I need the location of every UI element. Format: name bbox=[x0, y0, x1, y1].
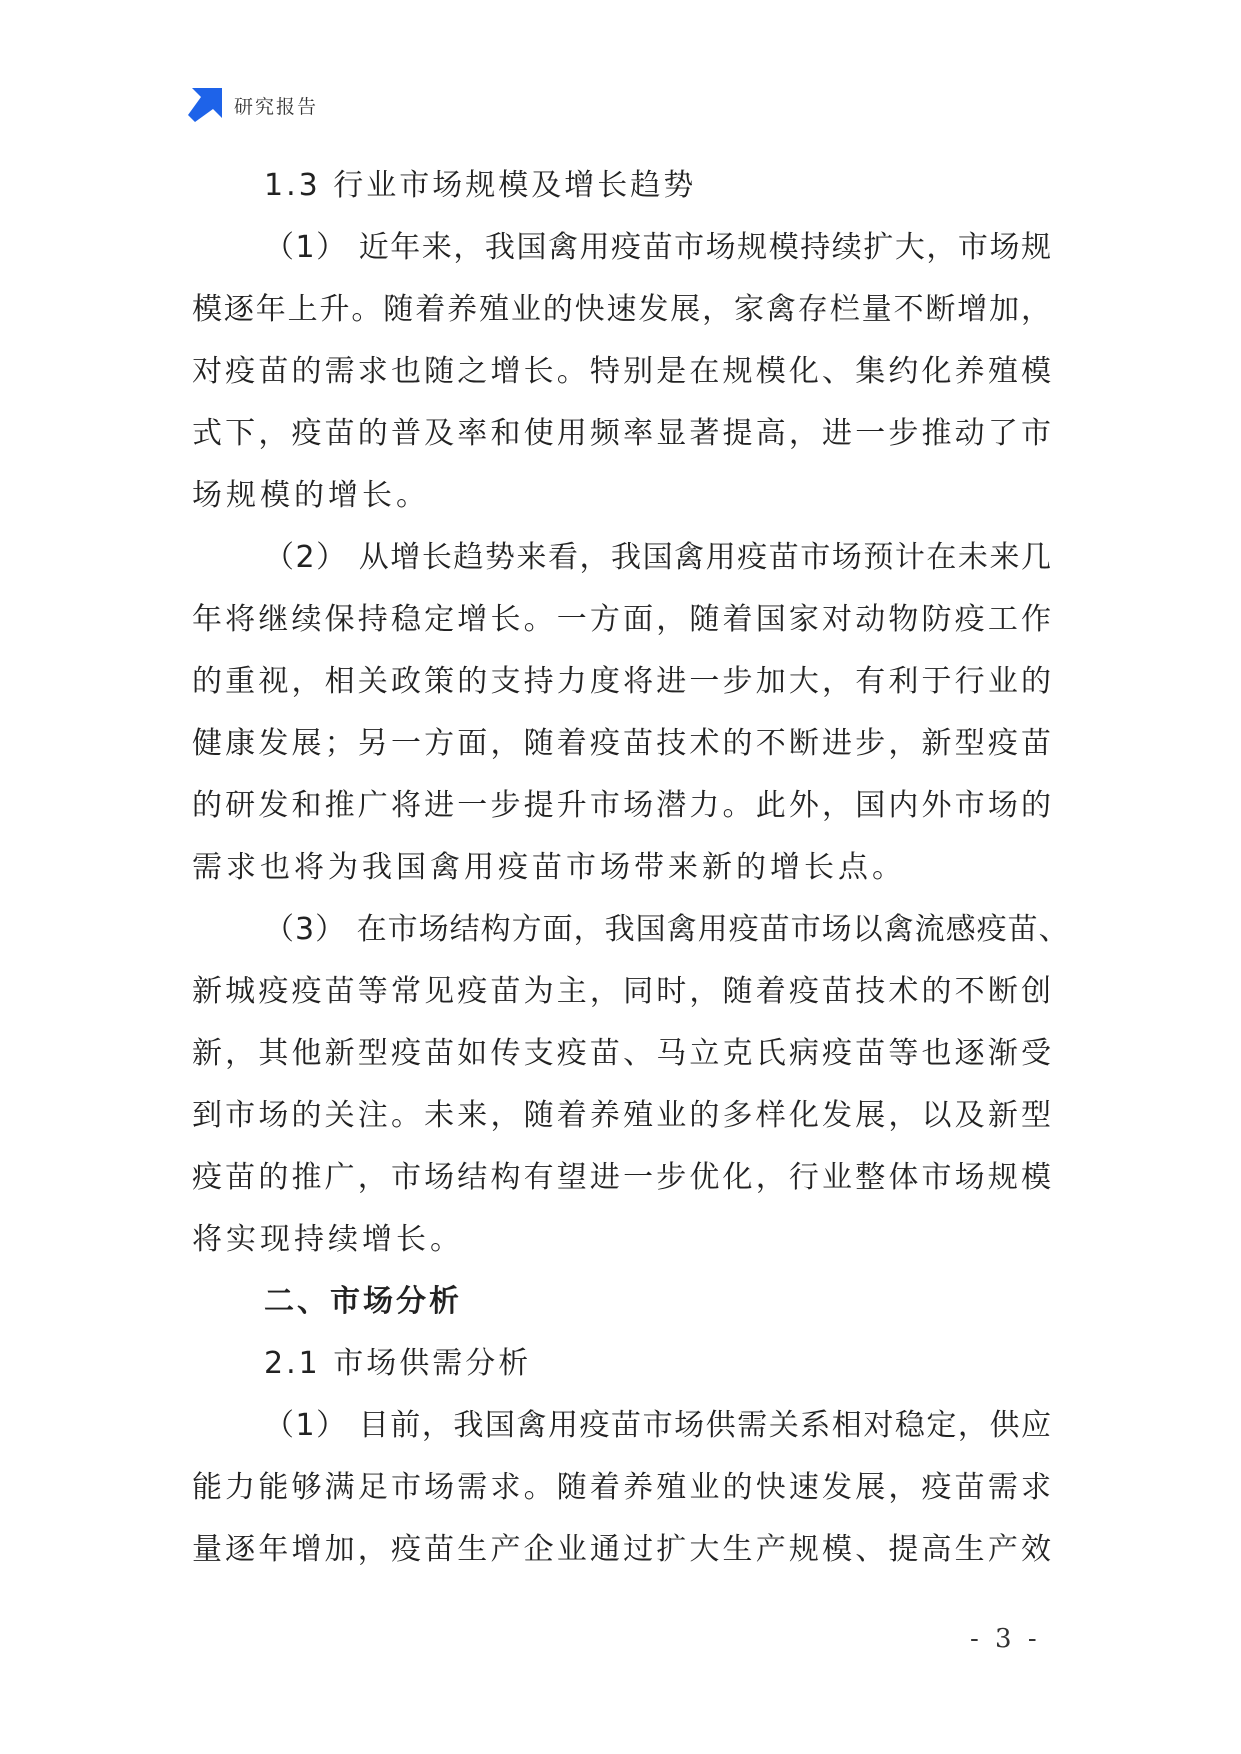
paragraph-line: （2） 从增长趋势来看，我国禽用疫苗市场预计在未来几 bbox=[264, 540, 1052, 575]
paragraph-line: 量逐年增加，疫苗生产企业通过扩大生产规模、提高生产效 bbox=[192, 1532, 1052, 1567]
brand-label: 研究报告 bbox=[234, 95, 319, 118]
arrow-logo-icon bbox=[188, 88, 222, 122]
paragraph-line: 到市场的关注。未来，随着养殖业的多样化发展，以及新型 bbox=[192, 1098, 1052, 1133]
paragraph-1-3-1 bbox=[192, 217, 1052, 527]
paragraph-2-1-1 bbox=[192, 1395, 1052, 1581]
paragraph-line: 的研发和推广将进一步提升市场潜力。此外，国内外市场的 bbox=[192, 788, 1052, 823]
paragraph-line: 疫苗的推广，市场结构有望进一步优化，行业整体市场规模 bbox=[192, 1160, 1052, 1195]
paragraph-line: 式下，疫苗的普及率和使用频率显著提高，进一步推动了市 bbox=[192, 416, 1052, 451]
paragraph-line: 新城疫疫苗等常见疫苗为主，同时，随着疫苗技术的不断创 bbox=[192, 974, 1052, 1009]
paragraph-line: 需求也将为我国禽用疫苗市场带来新的增长点。 bbox=[192, 850, 906, 885]
paragraph-line: 能力能够满足市场需求。随着养殖业的快速发展，疫苗需求 bbox=[192, 1470, 1052, 1505]
paragraph-line: 模逐年上升。随着养殖业的快速发展，家禽存栏量不断增加， bbox=[192, 292, 1052, 327]
section-heading-1-3: 1.3 行业市场规模及增长趋势 bbox=[264, 168, 697, 203]
document-body bbox=[192, 155, 1070, 1581]
paragraph-line: 场规模的增长。 bbox=[192, 478, 430, 513]
paragraph-line: 的重视，相关政策的支持力度将进一步加大，有利于行业的 bbox=[192, 664, 1052, 699]
paragraph-line: （1） 目前，我国禽用疫苗市场供需关系相对稳定，供应 bbox=[264, 1408, 1052, 1443]
paragraph-line: 将实现持续增长。 bbox=[192, 1222, 464, 1257]
paragraph-line: （1） 近年来，我国禽用疫苗市场规模持续扩大，市场规 bbox=[264, 230, 1052, 265]
section-heading-2: 二、市场分析 bbox=[264, 1284, 462, 1319]
paragraph-line: 新，其他新型疫苗如传支疫苗、马立克氏病疫苗等也逐渐受 bbox=[192, 1036, 1052, 1071]
paragraph-1-3-2 bbox=[192, 527, 1052, 899]
page-number: - 3 - bbox=[970, 1624, 1041, 1654]
paragraph-1-3-3 bbox=[192, 899, 1070, 1271]
paragraph-line: 年将继续保持稳定增长。一方面，随着国家对动物防疫工作 bbox=[192, 602, 1052, 637]
paragraph-line: （3） 在市场结构方面，我国禽用疫苗市场以禽流感疫苗、 bbox=[264, 912, 1070, 947]
section-heading-2-1: 2.1 市场供需分析 bbox=[264, 1346, 532, 1381]
page-header bbox=[188, 88, 318, 122]
paragraph-line: 健康发展；另一方面，随着疫苗技术的不断进步，新型疫苗 bbox=[192, 726, 1052, 761]
paragraph-line: 对疫苗的需求也随之增长。特别是在规模化、集约化养殖模 bbox=[192, 354, 1052, 389]
